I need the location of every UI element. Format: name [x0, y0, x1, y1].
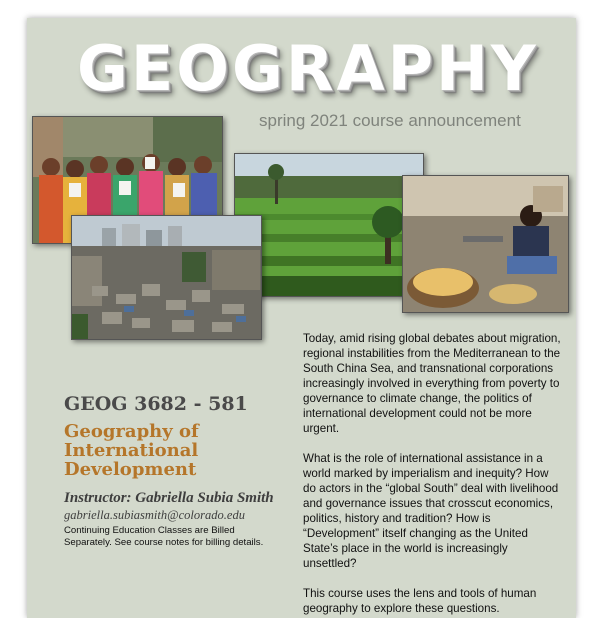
photo-rice-field — [234, 153, 424, 297]
course-description — [303, 331, 563, 618]
course-title-line-1: Geography of — [64, 421, 199, 442]
course-title — [64, 422, 264, 479]
instructor-email[interactable]: gabriella.subiasmith@colorado.edu — [64, 508, 245, 522]
course-title-line-2: International — [64, 440, 199, 461]
course-poster — [27, 18, 576, 618]
photo-street-vendor — [402, 175, 569, 313]
course-code: GEOG 3682 - 581 — [64, 393, 248, 415]
billing-note: Continuing Education Classes are Billed Separately. See course notes for billing details. — [64, 525, 264, 548]
photo-city-slum — [71, 215, 262, 340]
description-paragraph-1: Today, amid rising global debates about migration, regional instabilities from the Mediterranean to the South China Sea, and transnational corporations increasingly involved in everything from poverty to governance to climate change, the politics of international development could not be more urgent. — [303, 332, 561, 435]
poster-subtitle: spring 2021 course announcement — [259, 111, 521, 130]
description-paragraph-2: What is the role of international assistance in a world marked by imperialism and inequity? How do actors in the “global South” deal with livelihood and governance issues that crosscut economics, politics, history and tradition? How is “Development” itself changing as the United State’s place in the world is increasingly unsettled? — [303, 452, 559, 570]
description-paragraph-3: This course uses the lens and tools of human geography to explore these questions. — [303, 587, 537, 615]
poster-title: GEOGRAPHY — [77, 32, 539, 105]
course-title-line-3: Development — [64, 459, 197, 480]
instructor-name: Instructor: Gabriella Subia Smith — [64, 490, 274, 506]
